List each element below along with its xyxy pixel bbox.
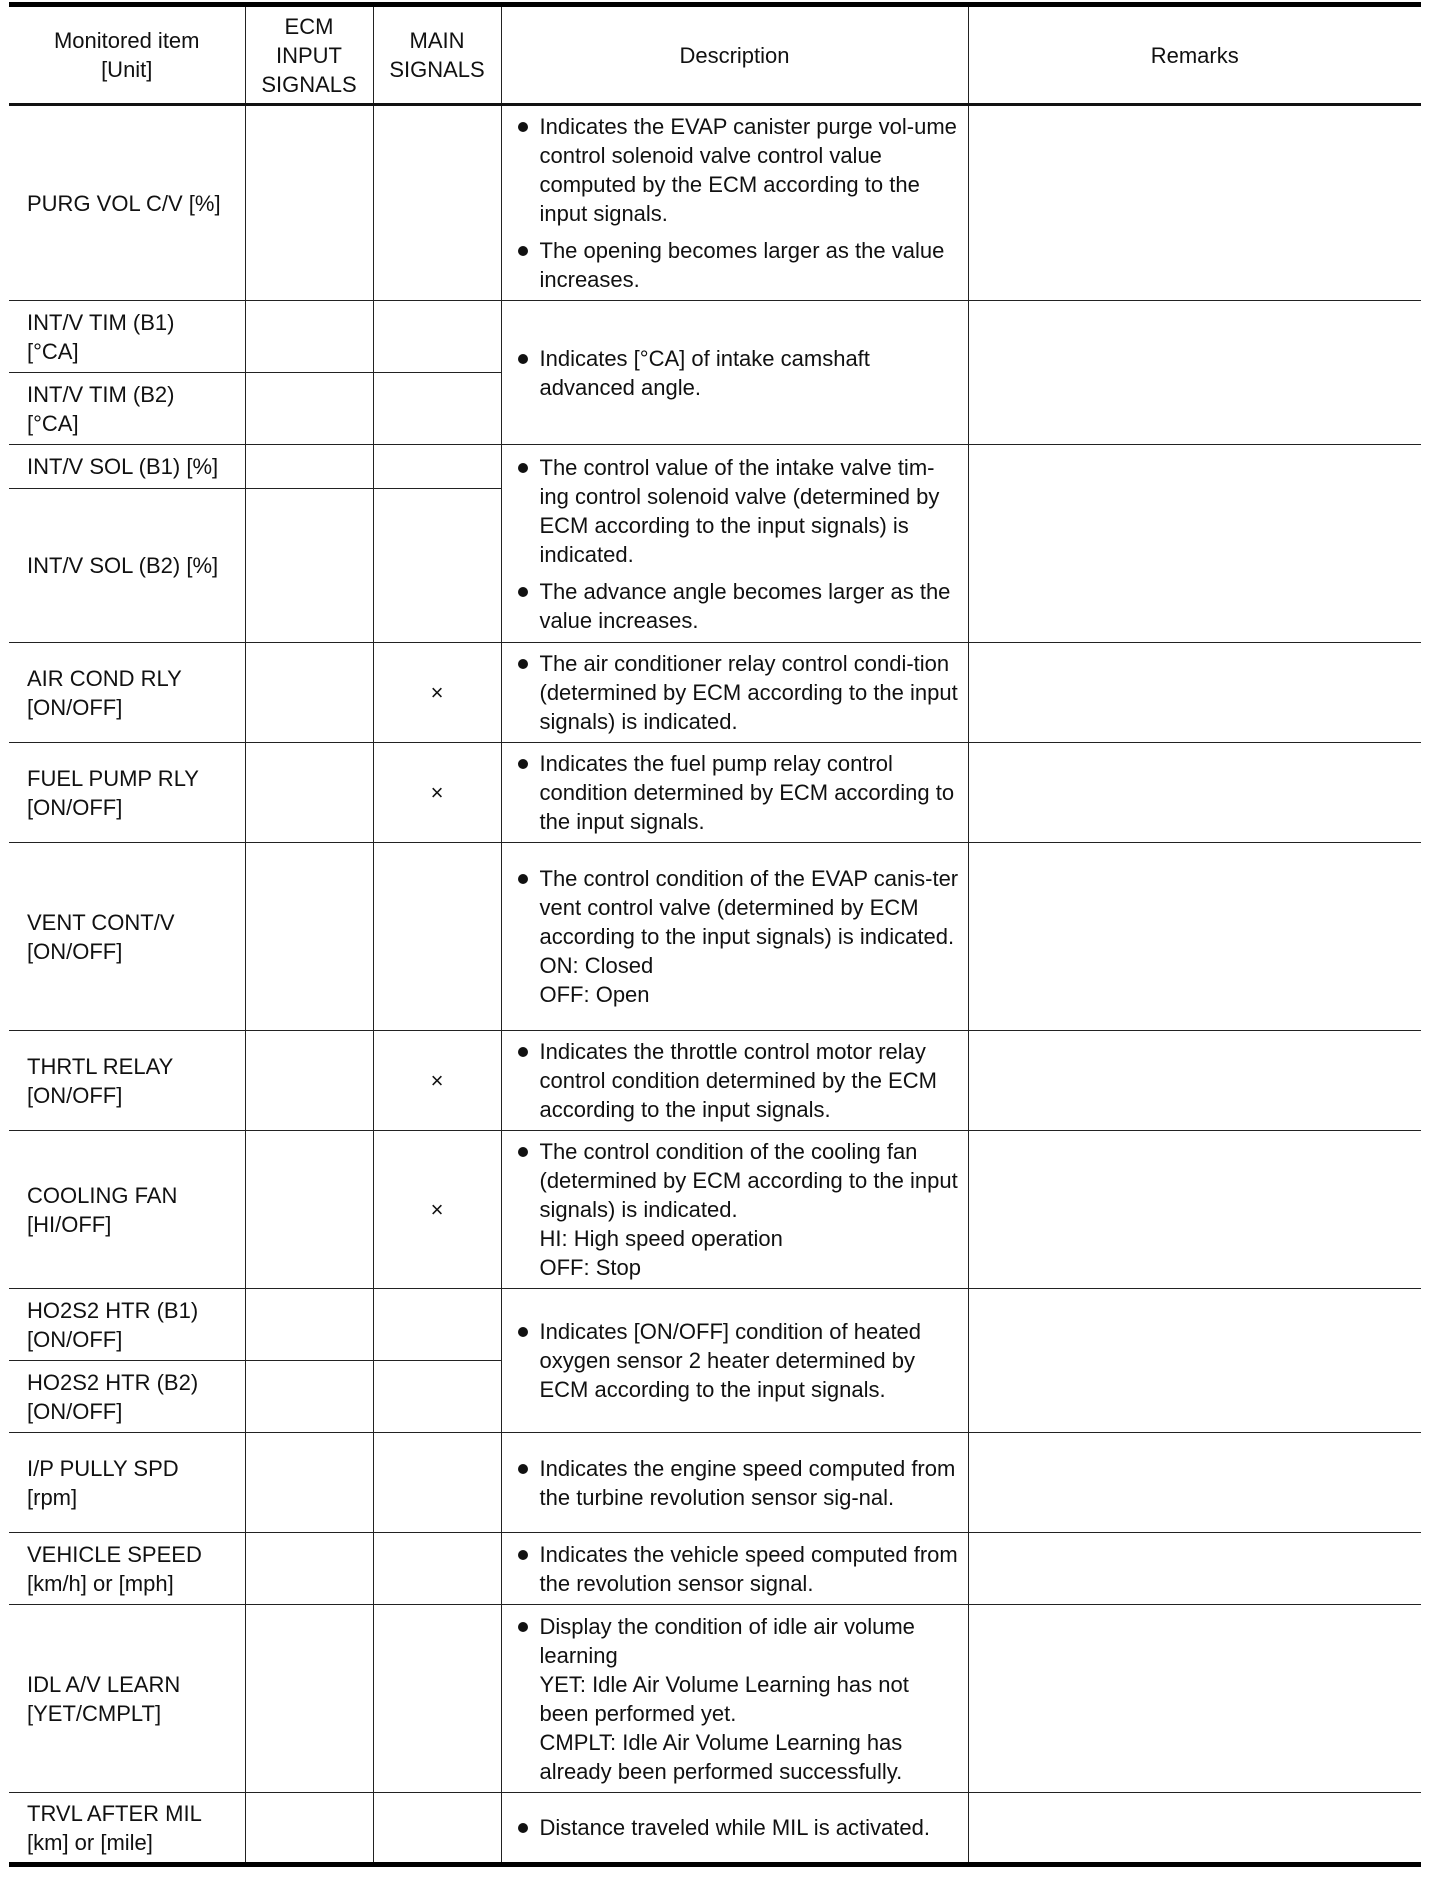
item-intv-tim-b2 xyxy=(9,373,245,445)
table-row xyxy=(9,445,1421,489)
description-cell xyxy=(501,1793,968,1865)
description-bullet: The control value of the intake valve tim-ing control solenoid valve (determined by ECM according to the input signals) is indicated. xyxy=(516,453,960,569)
description-cell xyxy=(501,743,968,843)
ecm-input-cell xyxy=(245,489,373,643)
main-signal-cell xyxy=(373,1289,501,1361)
table-row xyxy=(9,1793,1421,1865)
item-cooling-fan xyxy=(9,1131,245,1289)
ecm-input-cell xyxy=(245,1793,373,1865)
header-item-line2: [Unit] xyxy=(101,57,153,82)
item-unit: [°CA] xyxy=(27,338,79,364)
main-signal-cell xyxy=(373,1433,501,1533)
description-subline: ON: Closed xyxy=(539,953,654,978)
item-line: TRVL AFTER MIL xyxy=(27,1800,202,1826)
table-row xyxy=(9,1533,1421,1605)
item-ho2s2-htr-b2 xyxy=(9,1361,245,1433)
remarks-cell xyxy=(968,1131,1421,1289)
description-bullet: Indicates [ON/OFF] condition of heated oxygen sensor 2 heater determined by ECM according to the input signals. xyxy=(516,1317,960,1404)
item-unit: [km/h] or [mph] xyxy=(27,1570,174,1596)
table-row xyxy=(9,1131,1421,1289)
item-line: AIR COND RLY xyxy=(27,665,182,691)
table-row xyxy=(9,1289,1421,1361)
ecm-input-cell xyxy=(245,1131,373,1289)
item-vehicle-speed xyxy=(9,1533,245,1605)
main-signal-mark: × xyxy=(373,643,501,743)
item-unit: [ON/OFF] xyxy=(27,1398,123,1424)
item-vent-cont-v xyxy=(9,843,245,1031)
description-bullet: The opening becomes larger as the value increases. xyxy=(516,236,960,294)
main-signal-cell xyxy=(373,373,501,445)
item-ho2s2-htr-b1 xyxy=(9,1289,245,1361)
table-row xyxy=(9,1433,1421,1533)
ecm-input-cell xyxy=(245,105,373,301)
remarks-cell xyxy=(968,1605,1421,1793)
item-line: I/P PULLY SPD xyxy=(27,1455,179,1481)
description-bullet: The air conditioner relay control condi-tion (determined by ECM according to the input signals) is indicated. xyxy=(516,649,960,736)
item-unit: [ON/OFF] xyxy=(27,694,123,720)
header-row xyxy=(9,5,1421,105)
item-unit: [ON/OFF] xyxy=(27,938,123,964)
description-cell xyxy=(501,445,968,643)
table-row xyxy=(9,643,1421,743)
item-unit: [°CA] xyxy=(27,410,79,436)
description-subline: HI: High speed operation xyxy=(539,1226,783,1251)
item-unit: [ON/OFF] xyxy=(27,1082,123,1108)
ecm-input-cell xyxy=(245,1361,373,1433)
description-bullet: Display the condition of idle air volume learning xyxy=(516,1612,960,1670)
header-main-line1: MAIN xyxy=(409,28,465,53)
header-item-line1: Monitored item xyxy=(53,28,200,53)
description-cell xyxy=(501,1433,968,1533)
ecm-input-cell xyxy=(245,1289,373,1361)
table-row xyxy=(9,105,1421,301)
header-ecm-input-signals xyxy=(245,5,373,105)
main-signal-cell xyxy=(373,301,501,373)
description-bullet: Distance traveled while MIL is activated. xyxy=(516,1813,960,1842)
ecm-input-cell xyxy=(245,743,373,843)
remarks-cell xyxy=(968,1793,1421,1865)
ecm-input-cell xyxy=(245,843,373,1031)
item-line: HO2S2 HTR (B2) xyxy=(27,1369,199,1395)
description-bullet: The advance angle becomes larger as the value increases. xyxy=(516,577,960,635)
description-bullet: Indicates the fuel pump relay control condition determined by ECM according to the input signals. xyxy=(516,749,960,836)
item-purg-vol: PURG VOL C/V [%] xyxy=(9,105,245,301)
monitor-item-table xyxy=(9,2,1421,1867)
description-cell xyxy=(501,1031,968,1131)
item-unit: [km] or [mile] xyxy=(27,1829,153,1855)
remarks-cell xyxy=(968,743,1421,843)
item-unit: [rpm] xyxy=(27,1484,78,1510)
item-unit: [ON/OFF] xyxy=(27,794,123,820)
description-cell xyxy=(501,843,968,1031)
description-cell xyxy=(501,105,968,301)
item-line: THRTL RELAY xyxy=(27,1053,174,1079)
main-signal-mark: × xyxy=(373,743,501,843)
main-signal-cell xyxy=(373,489,501,643)
ecm-input-cell xyxy=(245,643,373,743)
header-description: Description xyxy=(501,5,968,105)
ecm-input-cell xyxy=(245,1031,373,1131)
main-signal-mark: × xyxy=(373,1031,501,1131)
description-subline: CMPLT: Idle Air Volume Learning has already been performed successfully. xyxy=(539,1729,903,1784)
description-cell xyxy=(501,301,968,445)
item-unit: [YET/CMPLT] xyxy=(27,1700,162,1726)
remarks-cell xyxy=(968,1533,1421,1605)
remarks-cell xyxy=(968,105,1421,301)
main-signal-mark: × xyxy=(373,1131,501,1289)
main-signal-cell xyxy=(373,445,501,489)
item-line: COOLING FAN xyxy=(27,1182,178,1208)
ecm-input-cell xyxy=(245,1605,373,1793)
table-row xyxy=(9,301,1421,373)
description-subline: YET: Idle Air Volume Learning has not been performed yet. xyxy=(539,1671,909,1726)
item-trvl-after-mil xyxy=(9,1793,245,1865)
description-bullet: Indicates the vehicle speed computed from the revolution sensor signal. xyxy=(516,1540,960,1598)
item-line: VEHICLE SPEED xyxy=(27,1541,202,1567)
ecm-input-cell xyxy=(245,445,373,489)
item-line: FUEL PUMP RLY xyxy=(27,765,199,791)
item-line: VENT CONT/V xyxy=(27,909,175,935)
header-ecm-line2: INPUT xyxy=(276,42,342,68)
description-cell xyxy=(501,1605,968,1793)
item-line: INT/V TIM (B1) xyxy=(27,309,175,335)
item-line: HO2S2 HTR (B1) xyxy=(27,1297,199,1323)
item-unit: [HI/OFF] xyxy=(27,1211,112,1237)
ecm-input-cell xyxy=(245,1433,373,1533)
item-intv-tim-b1 xyxy=(9,301,245,373)
description-bullet: The control condition of the cooling fan (determined by ECM according to the input signals) is indicated. xyxy=(516,1137,960,1224)
remarks-cell xyxy=(968,1289,1421,1433)
main-signal-cell xyxy=(373,105,501,301)
description-subline: OFF: Open xyxy=(539,982,650,1007)
table-row xyxy=(9,743,1421,843)
ecm-input-cell xyxy=(245,301,373,373)
main-signal-cell xyxy=(373,1793,501,1865)
main-signal-cell xyxy=(373,1361,501,1433)
item-line: INT/V TIM (B2) xyxy=(27,381,175,407)
item-idl-av-learn xyxy=(9,1605,245,1793)
ecm-input-cell xyxy=(245,1533,373,1605)
remarks-cell xyxy=(968,643,1421,743)
description-subline: OFF: Stop xyxy=(539,1255,641,1280)
table-row xyxy=(9,843,1421,1031)
description-bullet: Indicates the engine speed computed from the turbine revolution sensor sig-nal. xyxy=(516,1454,960,1512)
header-remarks: Remarks xyxy=(968,5,1421,105)
header-monitored-item xyxy=(9,5,245,105)
header-ecm-line1: ECM xyxy=(284,13,334,39)
header-ecm-line3: SIGNALS xyxy=(261,71,357,97)
description-bullet: Indicates [°CA] of intake camshaft advanced angle. xyxy=(516,344,960,402)
main-signal-cell xyxy=(373,843,501,1031)
table-row xyxy=(9,1605,1421,1793)
remarks-cell xyxy=(968,1433,1421,1533)
item-ip-pully-spd xyxy=(9,1433,245,1533)
description-cell xyxy=(501,643,968,743)
monitor-item-page xyxy=(9,2,1421,1867)
header-main-signals xyxy=(373,5,501,105)
item-intv-sol-b1: INT/V SOL (B1) [%] xyxy=(9,445,245,489)
header-main-line2: SIGNALS xyxy=(389,57,485,82)
remarks-cell xyxy=(968,301,1421,445)
description-cell xyxy=(501,1533,968,1605)
description-bullet: Indicates the EVAP canister purge vol-ume control solenoid valve control value computed by the ECM according to the input signals. xyxy=(516,112,960,228)
item-fuel-pump-rly xyxy=(9,743,245,843)
item-thrtl-relay xyxy=(9,1031,245,1131)
description-cell xyxy=(501,1131,968,1289)
item-unit: [ON/OFF] xyxy=(27,1326,123,1352)
remarks-cell xyxy=(968,445,1421,643)
main-signal-cell xyxy=(373,1533,501,1605)
item-air-cond-rly xyxy=(9,643,245,743)
main-signal-cell xyxy=(373,1605,501,1793)
ecm-input-cell xyxy=(245,373,373,445)
remarks-cell xyxy=(968,1031,1421,1131)
description-bullet: The control condition of the EVAP canis-ter vent control valve (determined by ECM according to the input signals) is indicated. xyxy=(516,864,960,951)
table-row xyxy=(9,1031,1421,1131)
description-bullet: Indicates the throttle control motor relay control condition determined by the ECM according to the input signals. xyxy=(516,1037,960,1124)
description-cell xyxy=(501,1289,968,1433)
remarks-cell xyxy=(968,843,1421,1031)
item-line: IDL A/V LEARN xyxy=(27,1671,181,1697)
item-intv-sol-b2: INT/V SOL (B2) [%] xyxy=(9,489,245,643)
